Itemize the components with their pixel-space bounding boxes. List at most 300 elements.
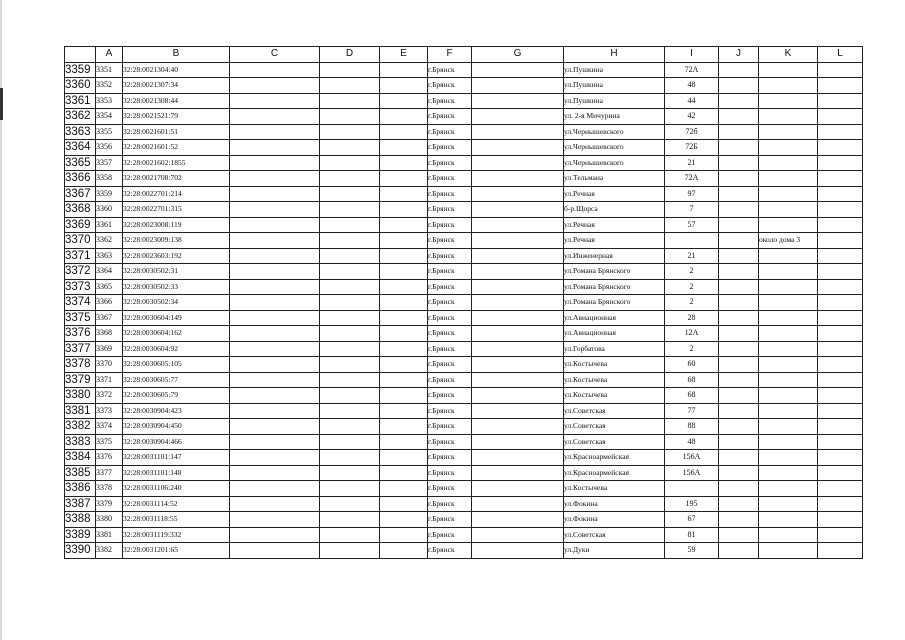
cell-j[interactable] [719, 326, 759, 342]
cell-d[interactable] [320, 109, 380, 125]
cell-c[interactable] [230, 403, 320, 419]
cell-g[interactable] [472, 326, 564, 342]
cell-a[interactable]: 3353 [96, 93, 123, 109]
cell-c[interactable] [230, 279, 320, 295]
cell-j[interactable] [719, 419, 759, 435]
cell-a[interactable]: 3365 [96, 279, 123, 295]
cell-e[interactable] [380, 171, 428, 187]
cell-e[interactable] [380, 357, 428, 373]
cell-g[interactable] [472, 217, 564, 233]
cell-h[interactable]: ул.Романа Брянского [564, 295, 665, 311]
cell-k[interactable] [759, 93, 818, 109]
column-header-e[interactable]: E [380, 47, 428, 63]
cell-j[interactable] [719, 465, 759, 481]
cell-c[interactable] [230, 419, 320, 435]
cell-e[interactable] [380, 419, 428, 435]
cell-d[interactable] [320, 543, 380, 559]
cell-j[interactable] [719, 186, 759, 202]
cell-f[interactable]: г.Брянск [428, 512, 472, 528]
row-number[interactable]: 3363 [65, 124, 96, 140]
row-number[interactable]: 3377 [65, 341, 96, 357]
cell-a[interactable]: 3357 [96, 155, 123, 171]
row-number[interactable]: 3370 [65, 233, 96, 249]
cell-i[interactable]: 72б [665, 124, 719, 140]
cell-i[interactable]: 68 [665, 388, 719, 404]
cell-c[interactable] [230, 171, 320, 187]
cell-b[interactable]: 32:28:0023008:119 [123, 217, 230, 233]
cell-d[interactable] [320, 248, 380, 264]
cell-e[interactable] [380, 279, 428, 295]
row-number[interactable]: 3366 [65, 171, 96, 187]
cell-c[interactable] [230, 512, 320, 528]
cell-f[interactable]: г.Брянск [428, 186, 472, 202]
cell-c[interactable] [230, 310, 320, 326]
cell-c[interactable] [230, 186, 320, 202]
cell-l[interactable] [818, 155, 863, 171]
row-number[interactable]: 3382 [65, 419, 96, 435]
cell-h[interactable]: ул.Советская [564, 434, 665, 450]
cell-k[interactable] [759, 357, 818, 373]
cell-b[interactable]: 32:28:0031101:148 [123, 465, 230, 481]
cell-g[interactable] [472, 357, 564, 373]
cell-k[interactable] [759, 403, 818, 419]
cell-h[interactable]: ул.Чернышевского [564, 155, 665, 171]
cell-g[interactable] [472, 140, 564, 156]
cell-a[interactable]: 3368 [96, 326, 123, 342]
cell-c[interactable] [230, 233, 320, 249]
cell-k[interactable] [759, 264, 818, 280]
cell-d[interactable] [320, 155, 380, 171]
cell-c[interactable] [230, 496, 320, 512]
cell-j[interactable] [719, 264, 759, 280]
cell-j[interactable] [719, 62, 759, 78]
cell-e[interactable] [380, 450, 428, 466]
cell-k[interactable] [759, 202, 818, 218]
cell-e[interactable] [380, 124, 428, 140]
column-header-l[interactable]: L [818, 47, 863, 63]
cell-k[interactable] [759, 465, 818, 481]
row-number[interactable]: 3381 [65, 403, 96, 419]
cell-a[interactable]: 3370 [96, 357, 123, 373]
cell-e[interactable] [380, 341, 428, 357]
cell-e[interactable] [380, 543, 428, 559]
cell-f[interactable]: г.Брянск [428, 248, 472, 264]
cell-f[interactable]: г.Брянск [428, 171, 472, 187]
cell-b[interactable]: 32:28:0021304:40 [123, 62, 230, 78]
cell-j[interactable] [719, 341, 759, 357]
cell-h[interactable]: ул.Горбатова [564, 341, 665, 357]
cell-a[interactable]: 3363 [96, 248, 123, 264]
cell-l[interactable] [818, 310, 863, 326]
cell-e[interactable] [380, 78, 428, 94]
cell-g[interactable] [472, 512, 564, 528]
cell-d[interactable] [320, 496, 380, 512]
cell-f[interactable]: г.Брянск [428, 465, 472, 481]
cell-i[interactable]: 156А [665, 465, 719, 481]
cell-b[interactable]: 32:28:0031118:55 [123, 512, 230, 528]
cell-a[interactable]: 3367 [96, 310, 123, 326]
cell-k[interactable] [759, 341, 818, 357]
cell-e[interactable] [380, 264, 428, 280]
cell-a[interactable]: 3376 [96, 450, 123, 466]
cell-k[interactable] [759, 248, 818, 264]
cell-f[interactable]: г.Брянск [428, 233, 472, 249]
cell-f[interactable]: г.Брянск [428, 295, 472, 311]
cell-a[interactable]: 3381 [96, 527, 123, 543]
cell-b[interactable]: 32:28:0021307:34 [123, 78, 230, 94]
cell-b[interactable]: 32:28:0023009:138 [123, 233, 230, 249]
cell-g[interactable] [472, 248, 564, 264]
cell-l[interactable] [818, 450, 863, 466]
row-number[interactable]: 3359 [65, 62, 96, 78]
cell-k[interactable] [759, 419, 818, 435]
cell-c[interactable] [230, 109, 320, 125]
cell-l[interactable] [818, 512, 863, 528]
cell-i[interactable]: 97 [665, 186, 719, 202]
cell-a[interactable]: 3377 [96, 465, 123, 481]
cell-e[interactable] [380, 186, 428, 202]
cell-j[interactable] [719, 434, 759, 450]
cell-c[interactable] [230, 527, 320, 543]
cell-g[interactable] [472, 450, 564, 466]
cell-g[interactable] [472, 543, 564, 559]
cell-a[interactable]: 3358 [96, 171, 123, 187]
cell-j[interactable] [719, 372, 759, 388]
cell-g[interactable] [472, 279, 564, 295]
cell-h[interactable]: ул.Речная [564, 217, 665, 233]
cell-d[interactable] [320, 326, 380, 342]
cell-a[interactable]: 3360 [96, 202, 123, 218]
cell-c[interactable] [230, 465, 320, 481]
cell-l[interactable] [818, 124, 863, 140]
cell-k[interactable] [759, 62, 818, 78]
row-number[interactable]: 3388 [65, 512, 96, 528]
cell-h[interactable]: ул.Чернышевского [564, 124, 665, 140]
row-number[interactable]: 3369 [65, 217, 96, 233]
cell-f[interactable]: г.Брянск [428, 341, 472, 357]
cell-g[interactable] [472, 202, 564, 218]
cell-g[interactable] [472, 527, 564, 543]
cell-i[interactable]: 7 [665, 202, 719, 218]
cell-h[interactable]: ул. 2-я Мичурина [564, 109, 665, 125]
cell-i[interactable]: 2 [665, 279, 719, 295]
cell-a[interactable]: 3382 [96, 543, 123, 559]
cell-d[interactable] [320, 93, 380, 109]
cell-e[interactable] [380, 481, 428, 497]
cell-f[interactable]: г.Брянск [428, 357, 472, 373]
cell-b[interactable]: 32:28:0030605:105 [123, 357, 230, 373]
cell-d[interactable] [320, 310, 380, 326]
cell-i[interactable]: 21 [665, 248, 719, 264]
cell-h[interactable]: ул.Пушкина [564, 78, 665, 94]
cell-l[interactable] [818, 109, 863, 125]
cell-e[interactable] [380, 496, 428, 512]
cell-j[interactable] [719, 279, 759, 295]
cell-k[interactable] [759, 310, 818, 326]
cell-b[interactable]: 32:28:0030904:423 [123, 403, 230, 419]
cell-c[interactable] [230, 357, 320, 373]
cell-a[interactable]: 3371 [96, 372, 123, 388]
cell-a[interactable]: 3380 [96, 512, 123, 528]
cell-f[interactable]: г.Брянск [428, 326, 472, 342]
row-number[interactable]: 3387 [65, 496, 96, 512]
cell-a[interactable]: 3373 [96, 403, 123, 419]
cell-d[interactable] [320, 171, 380, 187]
cell-b[interactable]: 32:28:0030604:149 [123, 310, 230, 326]
cell-j[interactable] [719, 124, 759, 140]
cell-h[interactable]: ул.Авиационная [564, 326, 665, 342]
cell-h[interactable]: ул.Романа Брянского [564, 264, 665, 280]
row-number[interactable]: 3375 [65, 310, 96, 326]
cell-i[interactable]: 72Б [665, 140, 719, 156]
cell-e[interactable] [380, 527, 428, 543]
cell-l[interactable] [818, 403, 863, 419]
cell-i[interactable]: 81 [665, 527, 719, 543]
cell-j[interactable] [719, 512, 759, 528]
cell-c[interactable] [230, 124, 320, 140]
cell-h[interactable]: ул.Красноармейская [564, 450, 665, 466]
cell-a[interactable]: 3366 [96, 295, 123, 311]
cell-k[interactable] [759, 217, 818, 233]
cell-h[interactable]: ул.Речная [564, 233, 665, 249]
cell-g[interactable] [472, 109, 564, 125]
cell-h[interactable]: ул.Фокина [564, 512, 665, 528]
cell-j[interactable] [719, 496, 759, 512]
cell-d[interactable] [320, 295, 380, 311]
cell-i[interactable]: 60 [665, 357, 719, 373]
cell-j[interactable] [719, 527, 759, 543]
cell-j[interactable] [719, 93, 759, 109]
cell-j[interactable] [719, 155, 759, 171]
cell-g[interactable] [472, 124, 564, 140]
cell-e[interactable] [380, 465, 428, 481]
cell-l[interactable] [818, 202, 863, 218]
cell-b[interactable]: 32:28:0030605:79 [123, 388, 230, 404]
cell-d[interactable] [320, 217, 380, 233]
cell-c[interactable] [230, 202, 320, 218]
cell-i[interactable]: 59 [665, 543, 719, 559]
cell-b[interactable]: 32:28:0021602:1855 [123, 155, 230, 171]
column-header-c[interactable]: C [230, 47, 320, 63]
cell-l[interactable] [818, 481, 863, 497]
cell-a[interactable]: 3378 [96, 481, 123, 497]
cell-k[interactable] [759, 109, 818, 125]
row-number[interactable]: 3384 [65, 450, 96, 466]
cell-b[interactable]: 32:28:0021708:702 [123, 171, 230, 187]
cell-d[interactable] [320, 186, 380, 202]
cell-l[interactable] [818, 78, 863, 94]
cell-g[interactable] [472, 93, 564, 109]
cell-i[interactable]: 72А [665, 171, 719, 187]
row-number[interactable]: 3376 [65, 326, 96, 342]
cell-c[interactable] [230, 217, 320, 233]
cell-j[interactable] [719, 248, 759, 264]
cell-g[interactable] [472, 341, 564, 357]
cell-d[interactable] [320, 419, 380, 435]
cell-i[interactable]: 68 [665, 372, 719, 388]
cell-g[interactable] [472, 264, 564, 280]
cell-i[interactable]: 72А [665, 62, 719, 78]
cell-c[interactable] [230, 434, 320, 450]
cell-b[interactable]: 32:28:0031201:65 [123, 543, 230, 559]
cell-i[interactable]: 2 [665, 264, 719, 280]
cell-k[interactable] [759, 279, 818, 295]
cell-b[interactable]: 32:28:0030502:34 [123, 295, 230, 311]
cell-e[interactable] [380, 310, 428, 326]
cell-b[interactable]: 32:28:0030604:92 [123, 341, 230, 357]
cell-k[interactable] [759, 543, 818, 559]
cell-i[interactable]: 2 [665, 295, 719, 311]
cell-i[interactable]: 67 [665, 512, 719, 528]
cell-j[interactable] [719, 357, 759, 373]
cell-i[interactable]: 48 [665, 434, 719, 450]
cell-h[interactable]: ул.Авиационная [564, 310, 665, 326]
cell-a[interactable]: 3356 [96, 140, 123, 156]
cell-h[interactable]: ул.Речная [564, 186, 665, 202]
cell-c[interactable] [230, 140, 320, 156]
cell-g[interactable] [472, 78, 564, 94]
cell-g[interactable] [472, 403, 564, 419]
cell-d[interactable] [320, 372, 380, 388]
cell-l[interactable] [818, 326, 863, 342]
cell-b[interactable]: 32:28:0030502:33 [123, 279, 230, 295]
column-header-f[interactable]: F [428, 47, 472, 63]
cell-d[interactable] [320, 233, 380, 249]
cell-a[interactable]: 3374 [96, 419, 123, 435]
column-header-a[interactable]: A [96, 47, 123, 63]
cell-c[interactable] [230, 481, 320, 497]
cell-c[interactable] [230, 326, 320, 342]
cell-h[interactable]: ул.Чернышевского [564, 140, 665, 156]
cell-h[interactable]: ул.Фокина [564, 496, 665, 512]
row-number[interactable]: 3360 [65, 78, 96, 94]
cell-j[interactable] [719, 217, 759, 233]
cell-e[interactable] [380, 62, 428, 78]
cell-j[interactable] [719, 109, 759, 125]
cell-k[interactable] [759, 388, 818, 404]
cell-h[interactable]: ул.Советская [564, 403, 665, 419]
cell-a[interactable]: 3354 [96, 109, 123, 125]
row-number[interactable]: 3386 [65, 481, 96, 497]
cell-g[interactable] [472, 465, 564, 481]
cell-c[interactable] [230, 450, 320, 466]
cell-b[interactable]: 32:28:0030904:466 [123, 434, 230, 450]
cell-e[interactable] [380, 155, 428, 171]
cell-d[interactable] [320, 62, 380, 78]
row-number[interactable]: 3362 [65, 109, 96, 125]
cell-i[interactable]: 48 [665, 78, 719, 94]
cell-e[interactable] [380, 93, 428, 109]
cell-b[interactable]: 32:28:0021601:52 [123, 140, 230, 156]
cell-j[interactable] [719, 202, 759, 218]
cell-g[interactable] [472, 372, 564, 388]
cell-e[interactable] [380, 202, 428, 218]
cell-g[interactable] [472, 481, 564, 497]
cell-e[interactable] [380, 140, 428, 156]
cell-k[interactable] [759, 78, 818, 94]
cell-a[interactable]: 3351 [96, 62, 123, 78]
cell-f[interactable]: г.Брянск [428, 279, 472, 295]
cell-c[interactable] [230, 372, 320, 388]
cell-i[interactable]: 44 [665, 93, 719, 109]
cell-k[interactable] [759, 481, 818, 497]
cell-k[interactable] [759, 434, 818, 450]
cell-l[interactable] [818, 93, 863, 109]
column-header-h[interactable]: H [564, 47, 665, 63]
cell-d[interactable] [320, 434, 380, 450]
cell-d[interactable] [320, 388, 380, 404]
row-number[interactable]: 3378 [65, 357, 96, 373]
cell-a[interactable]: 3352 [96, 78, 123, 94]
cell-d[interactable] [320, 527, 380, 543]
cell-h[interactable]: ул.Костычева [564, 357, 665, 373]
cell-f[interactable]: г.Брянск [428, 202, 472, 218]
cell-c[interactable] [230, 248, 320, 264]
cell-l[interactable] [818, 140, 863, 156]
column-header-k[interactable]: K [759, 47, 818, 63]
cell-c[interactable] [230, 341, 320, 357]
cell-b[interactable]: 32:28:0030605:77 [123, 372, 230, 388]
cell-k[interactable] [759, 450, 818, 466]
cell-c[interactable] [230, 93, 320, 109]
cell-l[interactable] [818, 465, 863, 481]
cell-l[interactable] [818, 357, 863, 373]
cell-h[interactable]: ул.Пушкина [564, 62, 665, 78]
row-number[interactable]: 3390 [65, 543, 96, 559]
cell-j[interactable] [719, 310, 759, 326]
row-number[interactable]: 3374 [65, 295, 96, 311]
cell-h[interactable]: б-р.Щорса [564, 202, 665, 218]
cell-l[interactable] [818, 295, 863, 311]
cell-i[interactable]: 12А [665, 326, 719, 342]
cell-k[interactable] [759, 372, 818, 388]
row-number[interactable]: 3367 [65, 186, 96, 202]
column-header-b[interactable]: B [123, 47, 230, 63]
column-header-j[interactable]: J [719, 47, 759, 63]
cell-e[interactable] [380, 326, 428, 342]
cell-e[interactable] [380, 372, 428, 388]
cell-k[interactable] [759, 326, 818, 342]
cell-g[interactable] [472, 62, 564, 78]
column-header-d[interactable]: D [320, 47, 380, 63]
cell-i[interactable]: 57 [665, 217, 719, 233]
cell-e[interactable] [380, 512, 428, 528]
cell-j[interactable] [719, 233, 759, 249]
cell-b[interactable]: 32:28:0030502:31 [123, 264, 230, 280]
cell-d[interactable] [320, 264, 380, 280]
cell-k[interactable] [759, 186, 818, 202]
cell-f[interactable]: г.Брянск [428, 93, 472, 109]
row-number[interactable]: 3383 [65, 434, 96, 450]
cell-k[interactable] [759, 155, 818, 171]
cell-e[interactable] [380, 388, 428, 404]
row-number[interactable]: 3373 [65, 279, 96, 295]
cell-i[interactable]: 195 [665, 496, 719, 512]
row-number[interactable]: 3389 [65, 527, 96, 543]
cell-a[interactable]: 3375 [96, 434, 123, 450]
row-number[interactable]: 3361 [65, 93, 96, 109]
cell-i[interactable]: 156А [665, 450, 719, 466]
row-number[interactable]: 3365 [65, 155, 96, 171]
cell-d[interactable] [320, 78, 380, 94]
cell-f[interactable]: г.Брянск [428, 403, 472, 419]
cell-j[interactable] [719, 481, 759, 497]
cell-i[interactable]: 21 [665, 155, 719, 171]
cell-c[interactable] [230, 295, 320, 311]
cell-a[interactable]: 3361 [96, 217, 123, 233]
row-number[interactable]: 3385 [65, 465, 96, 481]
cell-e[interactable] [380, 248, 428, 264]
